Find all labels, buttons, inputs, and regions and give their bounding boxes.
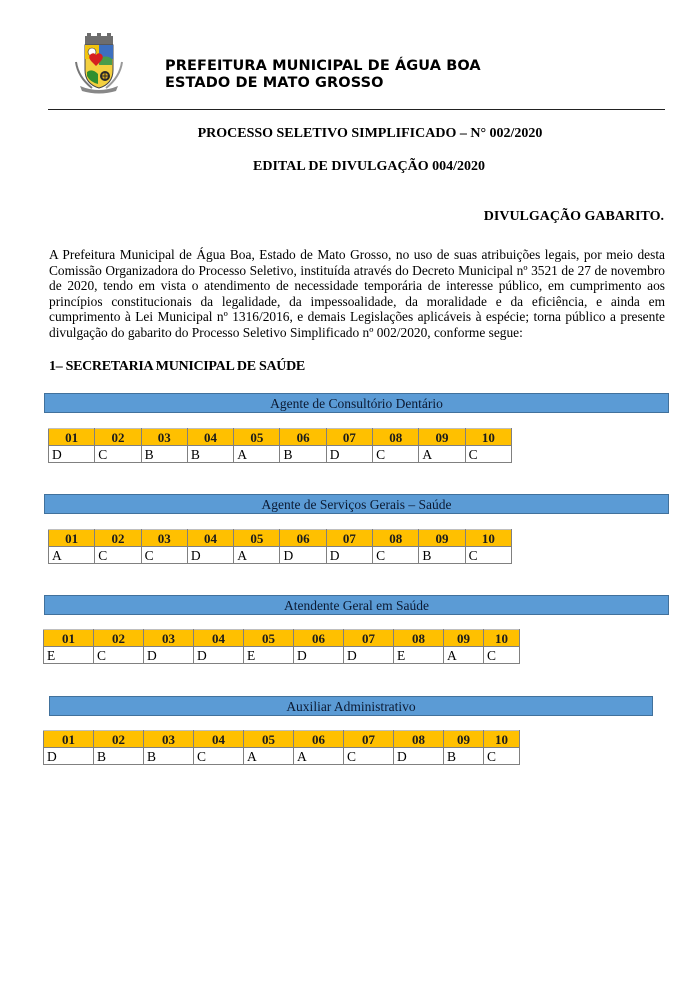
answer-cell: C: [465, 446, 511, 463]
answer-cell: C: [194, 748, 244, 765]
organization-name: [165, 58, 481, 92]
answer-row: [44, 748, 520, 765]
question-number: 09: [444, 630, 484, 647]
answer-cell: A: [234, 547, 280, 564]
question-number-row: [44, 731, 520, 748]
answer-key-table: [43, 730, 520, 765]
question-number: 05: [234, 530, 280, 547]
question-number: 05: [234, 429, 280, 446]
question-number: 09: [444, 731, 484, 748]
answer-cell: D: [344, 647, 394, 664]
answer-cell: D: [144, 647, 194, 664]
question-number: 04: [194, 630, 244, 647]
position-title-bar: Atendente Geral em Saúde: [44, 595, 669, 615]
answer-cell: B: [187, 446, 233, 463]
question-number: 02: [95, 429, 141, 446]
answer-cell: D: [294, 647, 344, 664]
subject-title: DIVULGAÇÃO GABARITO.: [483, 209, 664, 224]
answer-cell: D: [394, 748, 444, 765]
org-line-2: ESTADO DE MATO GROSSO: [165, 75, 384, 91]
position-title-bar: Agente de Consultório Dentário: [44, 393, 669, 413]
question-number: 07: [326, 429, 372, 446]
position-title-bar: Agente de Serviços Gerais – Saúde: [44, 494, 669, 514]
answer-cell: C: [95, 446, 141, 463]
answer-cell: B: [141, 446, 187, 463]
question-number: 03: [141, 530, 187, 547]
answer-row: [49, 547, 512, 564]
question-number: 04: [187, 530, 233, 547]
answer-cell: C: [95, 547, 141, 564]
answer-cell: B: [280, 446, 326, 463]
question-number: 01: [44, 731, 94, 748]
answer-cell: C: [344, 748, 394, 765]
answer-key-table: [48, 529, 512, 564]
section-heading: 1– SECRETARIA MUNICIPAL DE SAÚDE: [49, 359, 305, 374]
answer-row: [44, 647, 520, 664]
question-number: 03: [141, 429, 187, 446]
answer-cell: A: [234, 446, 280, 463]
question-number: 08: [373, 429, 419, 446]
answer-cell: B: [144, 748, 194, 765]
answer-cell: B: [444, 748, 484, 765]
answer-cell: A: [49, 547, 95, 564]
process-title: PROCESSO SELETIVO SIMPLIFICADO – N° 002/2020: [197, 126, 543, 141]
answer-cell: A: [444, 647, 484, 664]
answer-key-table: [43, 629, 520, 664]
answer-cell: D: [326, 446, 372, 463]
answer-cell: A: [419, 446, 465, 463]
question-number: 06: [280, 429, 326, 446]
question-number: 03: [144, 731, 194, 748]
question-number: 06: [294, 731, 344, 748]
question-number: 04: [187, 429, 233, 446]
answer-cell: C: [465, 547, 511, 564]
answer-cell: D: [326, 547, 372, 564]
answer-cell: C: [141, 547, 187, 564]
answer-cell: A: [244, 748, 294, 765]
answer-row: [49, 446, 512, 463]
question-number: 07: [326, 530, 372, 547]
question-number: 07: [344, 731, 394, 748]
question-number-row: [49, 429, 512, 446]
answer-cell: B: [419, 547, 465, 564]
question-number: 07: [344, 630, 394, 647]
answer-cell: A: [294, 748, 344, 765]
answer-cell: D: [187, 547, 233, 564]
question-number: 10: [465, 530, 511, 547]
edital-title: EDITAL DE DIVULGAÇÃO 004/2020: [253, 159, 485, 174]
answer-cell: C: [94, 647, 144, 664]
answer-cell: C: [484, 647, 520, 664]
position-title-bar: Auxiliar Administrativo: [49, 696, 653, 716]
answer-cell: C: [373, 446, 419, 463]
coat-of-arms-logo-icon: [68, 32, 130, 94]
answer-cell: D: [44, 748, 94, 765]
question-number: 01: [49, 530, 95, 547]
question-number-row: [44, 630, 520, 647]
question-number: 08: [394, 630, 444, 647]
answer-key-table: [48, 428, 512, 463]
intro-paragraph: A Prefeitura Municipal de Água Boa, Estado de Mato Grosso, no uso de suas atribuições legais, por meio desta Comissão Organizadora do Processo Seletivo, instituída através do Decreto Municipal nº 3521 de 27 de novembro de 2020, tendo em vista o atendimento de necessidade temporária de interesse público, em cumprimento aos princípios constitucionais da legalidade, da impessoalidade, da moralidade e da eficiência, e ainda em cumprimento à Lei Municipal nº 1316/2016, e demais Legislações aplicáveis à espécie; torna público a presente divulgação do gabarito do Processo Seletivo Simplificado nº 002/2020, conforme segue:: [49, 247, 665, 340]
answer-cell: D: [49, 446, 95, 463]
answer-cell: E: [244, 647, 294, 664]
answer-cell: C: [373, 547, 419, 564]
question-number: 09: [419, 530, 465, 547]
answer-cell: C: [484, 748, 520, 765]
question-number: 08: [394, 731, 444, 748]
question-number: 02: [94, 630, 144, 647]
question-number: 05: [244, 731, 294, 748]
answer-cell: E: [394, 647, 444, 664]
answer-cell: D: [194, 647, 244, 664]
answer-cell: E: [44, 647, 94, 664]
question-number: 10: [484, 630, 520, 647]
question-number: 06: [294, 630, 344, 647]
header-divider: [48, 109, 665, 110]
org-line-1: PREFEITURA MUNICIPAL DE ÁGUA BOA: [165, 58, 481, 74]
question-number: 02: [95, 530, 141, 547]
question-number: 02: [94, 731, 144, 748]
question-number: 01: [44, 630, 94, 647]
question-number: 06: [280, 530, 326, 547]
question-number: 03: [144, 630, 194, 647]
question-number: 04: [194, 731, 244, 748]
answer-cell: B: [94, 748, 144, 765]
question-number: 01: [49, 429, 95, 446]
question-number: 10: [484, 731, 520, 748]
question-number: 09: [419, 429, 465, 446]
question-number: 08: [373, 530, 419, 547]
question-number-row: [49, 530, 512, 547]
question-number: 05: [244, 630, 294, 647]
answer-cell: D: [280, 547, 326, 564]
question-number: 10: [465, 429, 511, 446]
